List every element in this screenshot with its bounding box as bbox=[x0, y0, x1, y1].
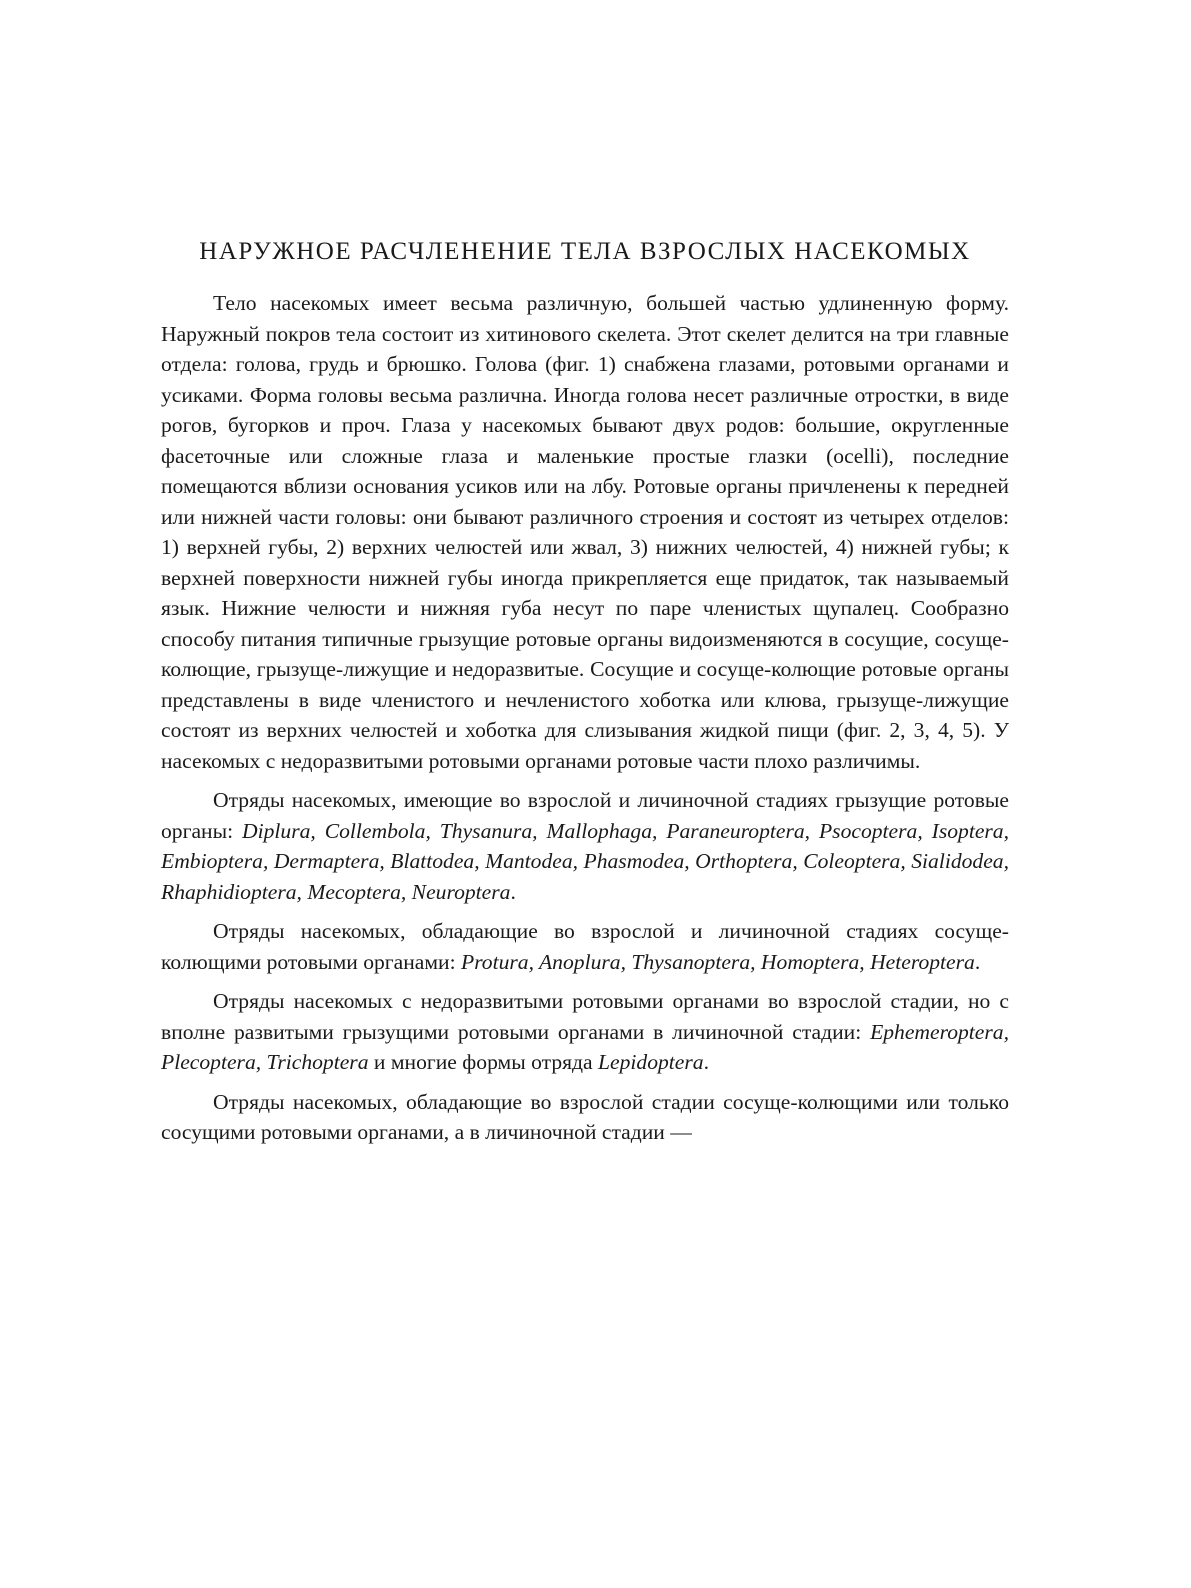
paragraph-body-structure: Тело насекомых имеет весьма различную, большей частью удлиненную форму. Наружный покров тела состоит из хитинового скелета. Этот скелет делится на три главные отдела: голова, грудь и брюшко. Голова (фиг. 1) снабжена глазами, ротовыми органами и усиками. Форма головы весьма различна. Иногда голова несет различные отростки, в виде рогов, бугорков и проч. Глаза у насекомых бывают двух родов: большие, округленные фасеточные или сложные глаза и маленькие простые глазки (ocelli), последние помещаются вблизи основания усиков или на лбу. Ротовые органы причленены к передней или нижней части головы: они бывают различного строения и состоят из четырех отделов: 1) верхней губы, 2) верхних челюстей или жвал, 3) нижних челюстей, 4) нижней губы; к верхней поверхности нижней губы иногда прикрепляется еще придаток, так называемый язык. Нижние челюсти и нижняя губа несут по паре членистых щупалец. Сообразно способу питания типичные грызущие ротовые органы видоизменяются в сосущие, сосуще-колющие, грызуще-лижущие и недоразвитые. Сосущие и сосуще-колющие ротовые органы представлены в виде членистого и нечленистого хоботка или клюва, грызуще-лижущие состоят из верхних челюстей и хоботка для слизывания жидкой пищи (фиг. 2, 3, 4, 5). У насекомых с недоразвитыми ротовыми органами ротовые части плохо различимы. bbox=[161, 291, 1009, 773]
paragraph-lead: Отряды насекомых, имеющие во взрослой и личиночной стадиях грызущие ротовые органы: bbox=[161, 788, 1009, 843]
paragraph-chewing-orders bbox=[161, 785, 1009, 907]
paragraph-lead: Отряды насекомых, обладающие во взрослой и личиночной стадиях сосуще-колющими ротовыми органами: bbox=[161, 919, 1009, 974]
taxa-list: Lepidoptera bbox=[598, 1050, 704, 1074]
paragraph-piercing-orders bbox=[161, 916, 1009, 977]
paragraph-end: . bbox=[974, 949, 981, 974]
paragraph-end: . bbox=[703, 1050, 710, 1074]
paragraph-reduced-orders bbox=[161, 986, 1009, 1078]
paragraph-sucking-orders: Отряды насекомых, обладающие во взрослой стадии сосуще-колющими или только сосущими ротовыми органами, а в личиночной стадии — bbox=[161, 1089, 1009, 1144]
book-page bbox=[161, 238, 1009, 1148]
paragraph-end: . bbox=[510, 879, 516, 904]
taxa-list: Protura, Anoplura, Thysanoptera, Homoptera, Heteroptera bbox=[461, 949, 975, 974]
taxa-list: Ephemeroptera, Plecoptera, Trichoptera bbox=[161, 1019, 1009, 1074]
paragraph-lead: Отряды насекомых с недоразвитыми ротовыми органами во взрослой стадии, но с вполне развитыми грызущими ротовыми органами в личиночной стадии: bbox=[161, 989, 1009, 1044]
chapter-heading: НАРУЖНОЕ РАСЧЛЕНЕНИЕ ТЕЛА ВЗРОСЛЫХ НАСЕКОМЫХ bbox=[199, 238, 971, 265]
taxa-list: Diplura, Collembola, Thysanura, Mallophaga, Paraneuroptera, Psocoptera, Isoptera, Embioptera, Dermaptera, Blattodea, Mantodea, Phasmodea, Orthoptera, Coleoptera, Sialidodea, Rhaphidioptera, Mecoptera, Neuroptera bbox=[161, 818, 1009, 904]
paragraph-middle: и многие формы отряда bbox=[368, 1050, 599, 1074]
